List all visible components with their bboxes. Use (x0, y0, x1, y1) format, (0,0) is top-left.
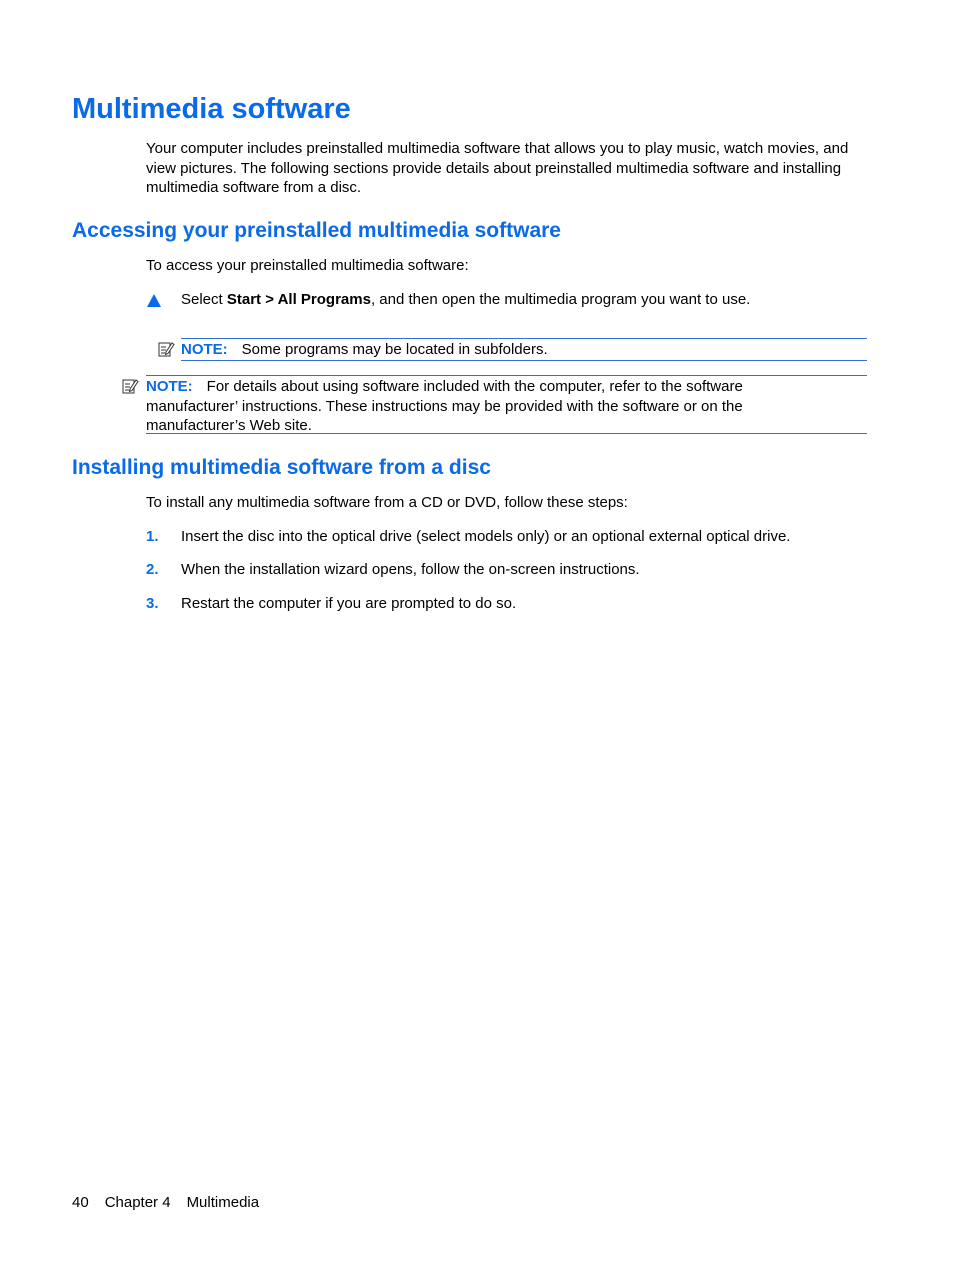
note-content (146, 377, 806, 436)
step-number: 2. (146, 561, 159, 578)
footer-chapter: Chapter 4 (104, 1194, 171, 1211)
page-footer (72, 1193, 259, 1212)
note-pencil-icon (121, 377, 139, 395)
note-pencil-icon (157, 340, 175, 358)
note-content (181, 340, 548, 359)
step-text: When the installation wizard opens, follow the on-screen instructions. (181, 561, 640, 578)
step-number: 1. (146, 528, 159, 545)
note-label: NOTE: (146, 378, 193, 395)
page-title: Multimedia software (72, 93, 351, 125)
bullet-prefix: Select (181, 291, 227, 308)
step-text: Restart the computer if you are prompted to do so. (181, 595, 517, 612)
step-text: Insert the disc into the optical drive (select models only) or an optional external optical drive. (181, 528, 791, 545)
bullet-suffix: , and then open the multimedia program you want to use. (370, 291, 751, 308)
step-number: 3. (146, 595, 159, 612)
note-label: NOTE: (181, 341, 228, 358)
footer-chapter-title: Multimedia (186, 1194, 260, 1211)
bullet-bold-path: Start > All Programs (226, 291, 371, 308)
note-box-subfolders (181, 338, 867, 361)
section-lead-accessing: To access your preinstalled multimedia software: (146, 257, 469, 274)
note-box-manufacturer (146, 375, 867, 434)
section-lead-installing: To install any multimedia software from a CD or DVD, follow these steps: (146, 494, 628, 511)
intro-paragraph: Your computer includes preinstalled multimedia software that allows you to play music, watch movies, and view pictures. The following sections provide details about preinstalled multimedia software and installing multimedia software from a disc. (146, 140, 849, 196)
note-text: Some programs may be located in subfolders. (241, 341, 548, 358)
bullet-instruction (181, 290, 750, 309)
triangle-bullet-icon (146, 292, 162, 308)
section-heading-installing: Installing multimedia software from a disc (72, 456, 491, 479)
section-heading-accessing: Accessing your preinstalled multimedia software (72, 219, 561, 242)
page-number: 40 (72, 1194, 89, 1211)
note-text: For details about using software included with the computer, refer to the software manufacturer’ instructions. These instructions may be provided with the software or on the manufacturer’s Web site. (146, 378, 743, 434)
